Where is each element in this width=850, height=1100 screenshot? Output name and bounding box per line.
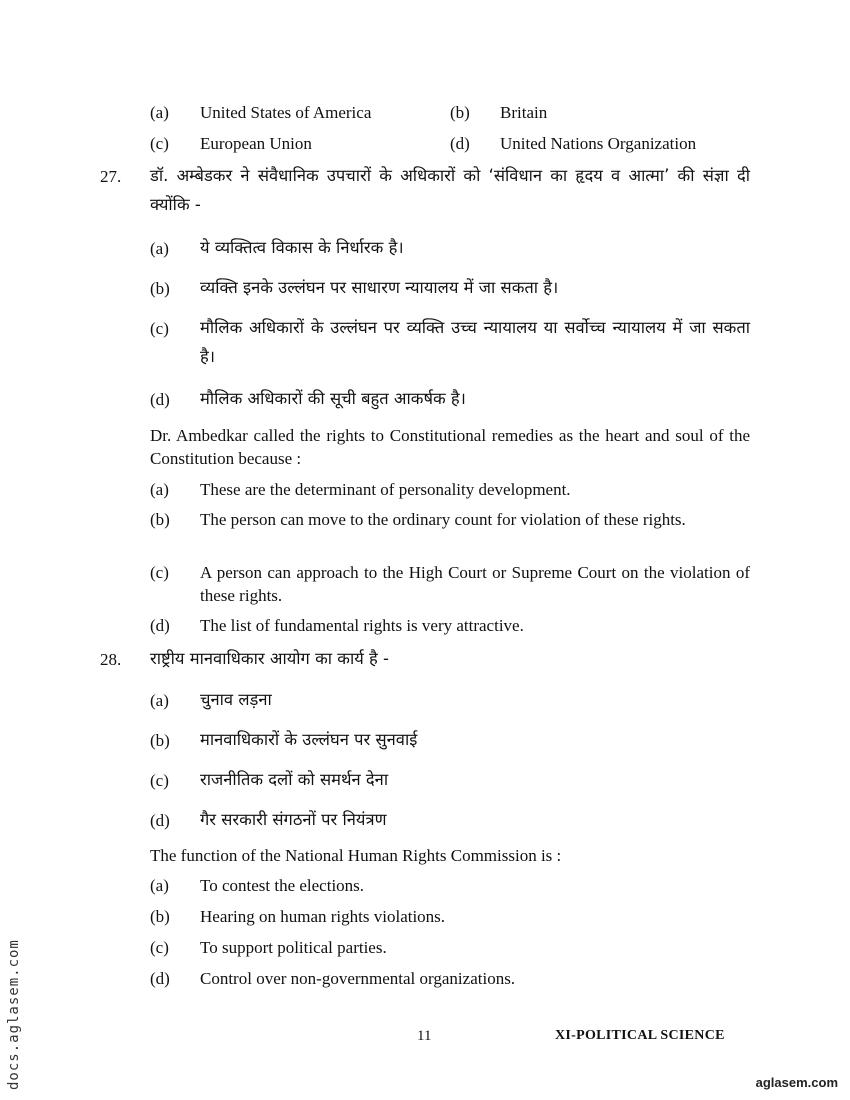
option-label: (c) [150, 938, 169, 957]
page-number: 11 [417, 1028, 432, 1044]
question-text-hindi: राष्ट्रीय मानवाधिकार आयोग का कार्य है - [150, 649, 390, 668]
option-label: (b) [450, 103, 470, 122]
option-label: (c) [150, 319, 169, 338]
option-text: United States of America [200, 103, 372, 122]
option-label: (b) [150, 731, 170, 750]
option-text: European Union [200, 134, 312, 153]
question-text-english: The function of the National Human Rights Commission is : [150, 846, 562, 865]
option-label: (a) [150, 691, 169, 710]
option-text-hindi: ये व्यक्तित्व विकास के निर्धारक है। [200, 238, 404, 257]
option-text-hindi: मानवाधिकारों के उल्लंघन पर सुनवाई [200, 730, 418, 749]
option-label: (a) [150, 480, 169, 499]
option-text-hindi: राजनीतिक दलों को समर्थन देना [200, 770, 389, 789]
option-label: (b) [150, 510, 170, 529]
option-label: (a) [150, 876, 169, 895]
subject-title: XI-POLITICAL SCIENCE [555, 1028, 725, 1043]
option-label: (c) [150, 771, 169, 790]
option-text: Control over non-governmental organizations. [200, 969, 516, 988]
option-text: To contest the elections. [200, 876, 365, 895]
option-label: (d) [150, 390, 170, 409]
question-number: 28. [100, 650, 122, 669]
brand-link[interactable]: aglasem.com [755, 1075, 838, 1090]
option-text-hindi: व्यक्ति इनके उल्लंघन पर साधारण न्यायालय में जा सकता है। [200, 278, 559, 297]
option-label: (b) [150, 279, 170, 298]
option-label: (d) [150, 811, 170, 830]
watermark: docs.aglasem.com [6, 939, 22, 1090]
option-label: (c) [150, 563, 169, 582]
option-label: (d) [450, 134, 470, 153]
option-text: The person can move to the ordinary count for violation of these rights. [200, 510, 686, 529]
option-label: (b) [150, 907, 170, 926]
option-label: (a) [150, 103, 169, 122]
option-text: These are the determinant of personality development. [200, 480, 571, 499]
option-text-hindi: मौलिक अधिकारों की सूची बहुत आकर्षक है। [200, 389, 466, 408]
question-text-hindi: डॉ. अम्बेडकर ने संवैधानिक उपचारों के अधिकारों को ‘संविधान का हृदय व आत्मा’ की संज्ञा दी क्योंकि - [150, 166, 750, 214]
option-text: United Nations Organization [500, 134, 697, 153]
option-text-hindi: मौलिक अधिकारों के उल्लंघन पर व्यक्ति उच्च न्यायालय या सर्वोच्च न्यायालय में जा सकता है। [200, 318, 750, 366]
option-text: The list of fundamental rights is very attractive. [200, 616, 524, 635]
option-label: (d) [150, 969, 170, 988]
option-label: (d) [150, 616, 170, 635]
option-label: (c) [150, 134, 169, 153]
option-text: Britain [500, 103, 548, 122]
question-text-english: Dr. Ambedkar called the rights to Constitutional remedies as the heart and soul of the Constitution because : [150, 426, 750, 468]
option-label: (a) [150, 239, 169, 258]
option-text-hindi: चुनाव लड़ना [200, 690, 272, 709]
option-text: A person can approach to the High Court or Supreme Court on the violation of these rights. [200, 563, 750, 605]
option-text: To support political parties. [200, 938, 387, 957]
question-number: 27. [100, 167, 122, 186]
option-text-hindi: गैर सरकारी संगठनों पर नियंत्रण [200, 810, 387, 829]
option-text: Hearing on human rights violations. [200, 907, 446, 926]
